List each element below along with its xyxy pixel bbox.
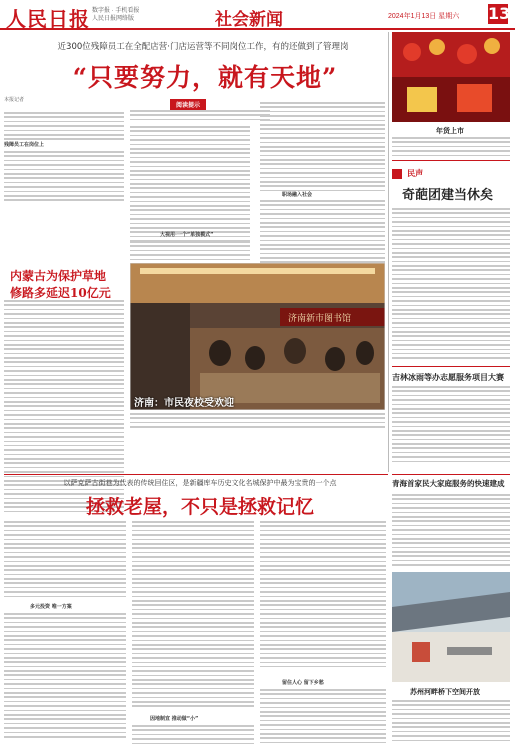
column-rule-3 [392,474,510,475]
suzhou-photo-caption: 苏州河畔桥下空间开放 [410,688,480,696]
top-story-col2 [130,126,250,245]
top-story-col1-body [4,151,124,204]
right-story2-body [392,386,510,465]
column-divider [388,32,389,472]
bottom-sub2: 因地制宜 推动做“小” [150,716,199,722]
bottom-col2 [132,521,254,710]
suzhou-caption-text [392,700,510,744]
photo-caption-text [130,413,385,431]
top-story-col3-b [260,200,385,266]
issue-date: 2024年1月13日 星期六 [388,13,460,20]
page-number: 13 [488,4,511,23]
bottom-sub1: 多元投资 唯一方案 [30,604,72,610]
column-rule-2 [392,366,510,367]
top-story-byline: 本报记者 [4,97,25,103]
top-story-kicker: 近300位残障员工在全配店营·门店运营等不同岗位工作，有的还做到了管理岗 [57,42,349,52]
bottom-col3 [260,521,386,670]
right-photo-caption-text [392,137,510,159]
top-story-col3 [260,102,385,194]
right-story2-headline: 吉林冰雨等办志愿服务项目大赛 [392,372,504,382]
bottom-col1 [4,521,126,600]
top-story-sub2: 职场融入社会 [282,192,313,198]
right-story3-body [392,494,510,569]
bottom-col1-b [4,613,126,740]
section-title: 社会新闻 [215,10,283,30]
bottom-story-headline: 拯救老屋，不只是拯救记忆 [85,496,314,518]
bottom-col2-b [132,725,254,747]
bottom-rule [4,474,388,475]
svg-text:济南新市图书馆: 济南新市图书馆 [288,314,352,324]
newspaper-logo: 人民日报 [6,7,90,31]
column-body [392,208,510,362]
new-year-goods-photo [392,32,510,122]
column-title: 奇葩团建当休矣 [402,188,494,203]
night-school-photo [130,263,385,410]
top-story-sub1: 残障员工在岗位上 [4,142,45,148]
top-story-col1-intro [4,112,124,143]
column-tag [392,163,423,182]
box-headline-2: 修路多延迟10亿元 [10,286,111,300]
masthead-link-2[interactable]: 人民日报网络版 [92,16,135,22]
right-photo-caption: 年货上市 [436,127,464,135]
reading-tip-label: 阅读提示 [170,99,206,110]
top-story-sub3: 大视用·一个“单独模式” [160,232,214,238]
right-story3-headline: 青海首家民大家庭服务的快速建成 [392,479,505,488]
bottom-col3-b [260,689,386,746]
photo-caption-main: 济南：市民夜校受欢迎 [134,398,234,409]
masthead [0,0,515,30]
suzhou-river-photo [392,572,510,682]
column-rule [392,160,510,161]
top-story-headline: “只要努力，就有天地” [72,63,338,92]
bottom-sub3: 留住人心 留下乡愁 [282,680,324,686]
column-tag-label: 民声 [407,169,424,178]
bottom-story-kicker: 以萨克萨古街巷为代表的传统回住区，是新疆库车历史文化名城保护中最为宝贵的一个点 [63,479,337,487]
masthead-link-1[interactable]: 数字报 · 手机看报 [92,8,140,14]
reading-tip-text [130,110,270,123]
box-headline-1: 内蒙古为保护草地 [10,269,107,283]
